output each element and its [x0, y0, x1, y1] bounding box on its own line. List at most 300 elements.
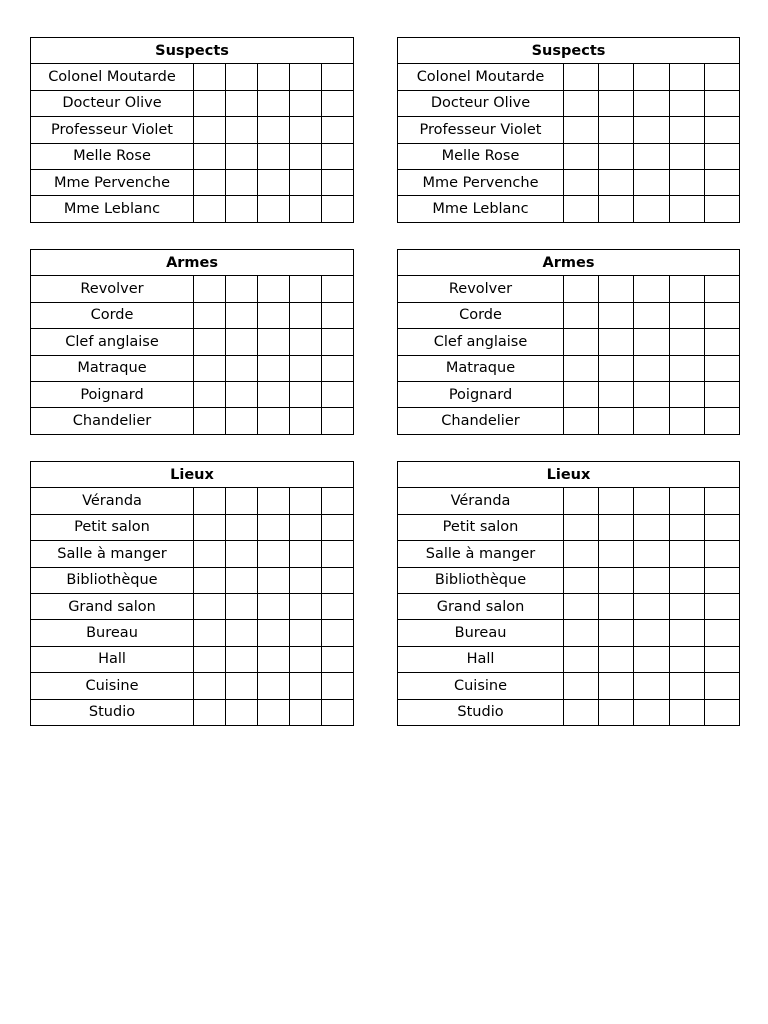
check-cell[interactable]	[704, 276, 739, 302]
check-cell[interactable]	[704, 117, 739, 143]
lieux-table-left	[30, 461, 354, 726]
check-cell[interactable]	[194, 673, 226, 699]
check-cell[interactable]	[634, 408, 669, 434]
lieux-row-label: Hall	[31, 646, 194, 672]
check-cell[interactable]	[634, 302, 669, 328]
check-cell[interactable]	[290, 593, 322, 619]
check-cell[interactable]	[564, 143, 599, 169]
armes-row-label: Corde	[31, 302, 194, 328]
check-cell[interactable]	[290, 699, 322, 725]
check-cell[interactable]	[322, 673, 354, 699]
check-cell[interactable]	[704, 646, 739, 672]
check-cell[interactable]	[704, 355, 739, 381]
check-cell[interactable]	[564, 329, 599, 355]
check-cell[interactable]	[599, 329, 634, 355]
check-cell[interactable]	[669, 196, 704, 222]
check-cell[interactable]	[194, 276, 226, 302]
check-cell[interactable]	[599, 593, 634, 619]
check-cell[interactable]	[704, 329, 739, 355]
check-cell[interactable]	[704, 143, 739, 169]
check-cell[interactable]	[322, 593, 354, 619]
suspects-row-label: Professeur Violet	[31, 117, 194, 143]
lieux-header: Lieux	[31, 462, 354, 488]
check-cell[interactable]	[599, 169, 634, 195]
check-cell[interactable]	[669, 408, 704, 434]
table-row	[31, 593, 354, 619]
check-cell[interactable]	[226, 699, 258, 725]
check-cell[interactable]	[258, 488, 290, 514]
check-cell[interactable]	[669, 117, 704, 143]
check-cell[interactable]	[634, 514, 669, 540]
check-cell[interactable]	[322, 169, 354, 195]
check-cell[interactable]	[290, 381, 322, 407]
lieux-row-label: Cuisine	[398, 673, 564, 699]
table-row	[31, 673, 354, 699]
check-cell[interactable]	[194, 541, 226, 567]
check-cell[interactable]	[704, 514, 739, 540]
check-cell[interactable]	[258, 673, 290, 699]
check-cell[interactable]	[564, 117, 599, 143]
check-cell[interactable]	[564, 699, 599, 725]
check-cell[interactable]	[322, 143, 354, 169]
check-cell[interactable]	[669, 514, 704, 540]
suspects-row-label: Professeur Violet	[398, 117, 564, 143]
suspects-row-label: Colonel Moutarde	[31, 64, 194, 90]
check-cell[interactable]	[258, 355, 290, 381]
lieux-row-label: Hall	[398, 646, 564, 672]
check-cell[interactable]	[258, 381, 290, 407]
check-cell[interactable]	[258, 620, 290, 646]
check-cell[interactable]	[258, 276, 290, 302]
check-cell[interactable]	[258, 64, 290, 90]
lieux-row-label: Petit salon	[31, 514, 194, 540]
check-cell[interactable]	[669, 673, 704, 699]
suspects-row-label: Docteur Olive	[398, 90, 564, 116]
table-row	[398, 488, 740, 514]
check-cell[interactable]	[564, 169, 599, 195]
check-cell[interactable]	[322, 488, 354, 514]
table-row	[398, 196, 740, 222]
check-cell[interactable]	[258, 90, 290, 116]
check-cell[interactable]	[704, 381, 739, 407]
check-cell[interactable]	[564, 541, 599, 567]
suspects-row-label: Mme Leblanc	[31, 196, 194, 222]
table-row	[398, 381, 740, 407]
check-cell[interactable]	[258, 593, 290, 619]
check-cell[interactable]	[599, 567, 634, 593]
check-cell[interactable]	[634, 329, 669, 355]
check-cell[interactable]	[194, 593, 226, 619]
check-cell[interactable]	[599, 620, 634, 646]
check-cell[interactable]	[669, 593, 704, 619]
check-cell[interactable]	[290, 143, 322, 169]
check-cell[interactable]	[258, 117, 290, 143]
check-cell[interactable]	[290, 90, 322, 116]
check-cell[interactable]	[599, 143, 634, 169]
check-cell[interactable]	[599, 276, 634, 302]
table-row	[31, 567, 354, 593]
check-cell[interactable]	[634, 90, 669, 116]
check-cell[interactable]	[704, 673, 739, 699]
armes-row-label: Revolver	[398, 276, 564, 302]
lieux-row-label: Petit salon	[398, 514, 564, 540]
check-cell[interactable]	[634, 699, 669, 725]
lieux-row-label: Cuisine	[31, 673, 194, 699]
check-cell[interactable]	[258, 408, 290, 434]
check-cell[interactable]	[704, 64, 739, 90]
suspects-row-label: Docteur Olive	[31, 90, 194, 116]
check-cell[interactable]	[322, 646, 354, 672]
check-cell[interactable]	[226, 620, 258, 646]
table-row	[398, 276, 740, 302]
check-cell[interactable]	[290, 567, 322, 593]
check-cell[interactable]	[634, 169, 669, 195]
check-cell[interactable]	[669, 302, 704, 328]
check-cell[interactable]	[599, 355, 634, 381]
check-cell[interactable]	[599, 488, 634, 514]
check-cell[interactable]	[322, 276, 354, 302]
check-cell[interactable]	[290, 541, 322, 567]
table-row	[31, 488, 354, 514]
check-cell[interactable]	[290, 646, 322, 672]
lieux-row-label: Bureau	[398, 620, 564, 646]
check-cell[interactable]	[564, 196, 599, 222]
check-cell[interactable]	[258, 196, 290, 222]
check-cell[interactable]	[258, 699, 290, 725]
check-cell[interactable]	[564, 673, 599, 699]
check-cell[interactable]	[258, 169, 290, 195]
check-cell[interactable]	[564, 90, 599, 116]
check-cell[interactable]	[599, 117, 634, 143]
check-cell[interactable]	[669, 381, 704, 407]
lieux-row-label: Salle à manger	[398, 541, 564, 567]
check-cell[interactable]	[599, 196, 634, 222]
check-cell[interactable]	[704, 593, 739, 619]
table-row	[31, 541, 354, 567]
check-cell[interactable]	[194, 514, 226, 540]
suspects-header: Suspects	[398, 38, 740, 64]
table-row	[31, 699, 354, 725]
check-cell[interactable]	[194, 302, 226, 328]
table-row	[31, 64, 354, 90]
check-cell[interactable]	[634, 488, 669, 514]
check-cell[interactable]	[599, 699, 634, 725]
check-cell[interactable]	[704, 699, 739, 725]
check-cell[interactable]	[194, 196, 226, 222]
check-cell[interactable]	[194, 408, 226, 434]
check-cell[interactable]	[704, 488, 739, 514]
lieux-row-label: Grand salon	[398, 593, 564, 619]
check-cell[interactable]	[564, 381, 599, 407]
check-cell[interactable]	[258, 302, 290, 328]
check-cell[interactable]	[634, 143, 669, 169]
armes-row-label: Corde	[398, 302, 564, 328]
check-cell[interactable]	[322, 699, 354, 725]
check-cell[interactable]	[290, 169, 322, 195]
lieux-row-label: Bureau	[31, 620, 194, 646]
check-cell[interactable]	[226, 143, 258, 169]
check-cell[interactable]	[258, 541, 290, 567]
check-cell[interactable]	[290, 355, 322, 381]
check-cell[interactable]	[634, 196, 669, 222]
check-cell[interactable]	[669, 488, 704, 514]
check-cell[interactable]	[669, 355, 704, 381]
check-cell[interactable]	[564, 488, 599, 514]
check-cell[interactable]	[704, 620, 739, 646]
table-row	[398, 514, 740, 540]
check-cell[interactable]	[564, 514, 599, 540]
suspects-row-label: Mme Pervenche	[31, 169, 194, 195]
table-row	[31, 276, 354, 302]
check-cell[interactable]	[290, 673, 322, 699]
table-row	[31, 169, 354, 195]
lieux-row-label: Studio	[398, 699, 564, 725]
check-cell[interactable]	[322, 302, 354, 328]
check-cell[interactable]	[226, 355, 258, 381]
table-row	[398, 408, 740, 434]
check-cell[interactable]	[704, 302, 739, 328]
table-row	[398, 143, 740, 169]
check-cell[interactable]	[322, 514, 354, 540]
table-row	[31, 143, 354, 169]
check-cell[interactable]	[226, 302, 258, 328]
check-cell[interactable]	[226, 276, 258, 302]
check-cell[interactable]	[564, 593, 599, 619]
check-cell[interactable]	[258, 514, 290, 540]
check-cell[interactable]	[704, 169, 739, 195]
check-cell[interactable]	[194, 646, 226, 672]
table-row	[398, 117, 740, 143]
check-cell[interactable]	[599, 381, 634, 407]
check-cell[interactable]	[704, 567, 739, 593]
check-cell[interactable]	[322, 355, 354, 381]
armes-row-label: Matraque	[398, 355, 564, 381]
table-row	[398, 64, 740, 90]
armes-row-label: Matraque	[31, 355, 194, 381]
check-cell[interactable]	[599, 514, 634, 540]
check-cell[interactable]	[669, 646, 704, 672]
check-cell[interactable]	[634, 673, 669, 699]
check-cell[interactable]	[599, 64, 634, 90]
check-cell[interactable]	[290, 276, 322, 302]
check-cell[interactable]	[226, 488, 258, 514]
check-cell[interactable]	[669, 90, 704, 116]
table-row	[31, 381, 354, 407]
table-row	[398, 302, 740, 328]
lieux-row-label: Bibliothèque	[31, 567, 194, 593]
check-cell[interactable]	[564, 302, 599, 328]
suspects-table-right	[397, 37, 740, 223]
check-cell[interactable]	[258, 567, 290, 593]
check-cell[interactable]	[634, 355, 669, 381]
armes-row-label: Clef anglaise	[398, 329, 564, 355]
check-cell[interactable]	[322, 408, 354, 434]
check-cell[interactable]	[669, 64, 704, 90]
check-cell[interactable]	[194, 620, 226, 646]
table-row	[31, 329, 354, 355]
table-row	[31, 117, 354, 143]
check-cell[interactable]	[322, 64, 354, 90]
check-cell[interactable]	[599, 408, 634, 434]
check-cell[interactable]	[669, 276, 704, 302]
check-cell[interactable]	[194, 117, 226, 143]
check-cell[interactable]	[564, 276, 599, 302]
table-row	[398, 169, 740, 195]
check-cell[interactable]	[322, 196, 354, 222]
check-cell[interactable]	[226, 381, 258, 407]
check-cell[interactable]	[226, 593, 258, 619]
suspects-row-label: Mme Leblanc	[398, 196, 564, 222]
check-cell[interactable]	[564, 355, 599, 381]
check-cell[interactable]	[322, 541, 354, 567]
table-row	[398, 329, 740, 355]
lieux-table-right	[397, 461, 740, 726]
table-row	[398, 620, 740, 646]
suspects-row-label: Colonel Moutarde	[398, 64, 564, 90]
table-row	[398, 646, 740, 672]
check-cell[interactable]	[704, 541, 739, 567]
check-cell[interactable]	[564, 64, 599, 90]
check-cell[interactable]	[599, 673, 634, 699]
check-cell[interactable]	[669, 541, 704, 567]
lieux-row-label: Studio	[31, 699, 194, 725]
check-cell[interactable]	[194, 143, 226, 169]
check-cell[interactable]	[669, 143, 704, 169]
check-cell[interactable]	[599, 541, 634, 567]
armes-row-label: Revolver	[31, 276, 194, 302]
table-row	[398, 593, 740, 619]
check-cell[interactable]	[322, 329, 354, 355]
check-cell[interactable]	[290, 329, 322, 355]
check-cell[interactable]	[322, 620, 354, 646]
check-cell[interactable]	[226, 64, 258, 90]
check-cell[interactable]	[634, 567, 669, 593]
suspects-row-label: Melle Rose	[31, 143, 194, 169]
check-cell[interactable]	[226, 514, 258, 540]
check-cell[interactable]	[194, 488, 226, 514]
check-cell[interactable]	[564, 620, 599, 646]
check-cell[interactable]	[290, 196, 322, 222]
check-cell[interactable]	[226, 673, 258, 699]
check-cell[interactable]	[290, 488, 322, 514]
check-cell[interactable]	[226, 567, 258, 593]
check-cell[interactable]	[194, 381, 226, 407]
suspects-row-label: Melle Rose	[398, 143, 564, 169]
armes-header: Armes	[398, 250, 740, 276]
check-cell[interactable]	[634, 620, 669, 646]
lieux-row-label: Bibliothèque	[398, 567, 564, 593]
suspects-row-label: Mme Pervenche	[398, 169, 564, 195]
check-cell[interactable]	[599, 646, 634, 672]
table-row	[31, 90, 354, 116]
check-cell[interactable]	[634, 381, 669, 407]
table-row	[398, 355, 740, 381]
check-cell[interactable]	[599, 90, 634, 116]
check-cell[interactable]	[226, 329, 258, 355]
check-cell[interactable]	[322, 381, 354, 407]
check-cell[interactable]	[322, 90, 354, 116]
check-cell[interactable]	[634, 64, 669, 90]
armes-header: Armes	[31, 250, 354, 276]
check-cell[interactable]	[634, 541, 669, 567]
check-cell[interactable]	[704, 90, 739, 116]
lieux-row-label: Véranda	[31, 488, 194, 514]
check-cell[interactable]	[194, 169, 226, 195]
check-cell[interactable]	[634, 276, 669, 302]
check-cell[interactable]	[226, 196, 258, 222]
check-cell[interactable]	[226, 646, 258, 672]
armes-row-label: Chandelier	[398, 408, 564, 434]
check-cell[interactable]	[258, 646, 290, 672]
table-row	[31, 514, 354, 540]
check-cell[interactable]	[669, 567, 704, 593]
table-row	[31, 302, 354, 328]
check-cell[interactable]	[258, 143, 290, 169]
check-cell[interactable]	[669, 169, 704, 195]
check-cell[interactable]	[634, 117, 669, 143]
lieux-header: Lieux	[398, 462, 740, 488]
check-cell[interactable]	[226, 90, 258, 116]
lieux-row-label: Salle à manger	[31, 541, 194, 567]
armes-row-label: Clef anglaise	[31, 329, 194, 355]
check-cell[interactable]	[704, 196, 739, 222]
table-row	[398, 567, 740, 593]
armes-table-left	[30, 249, 354, 435]
check-cell[interactable]	[322, 117, 354, 143]
check-cell[interactable]	[226, 169, 258, 195]
table-row	[398, 699, 740, 725]
check-cell[interactable]	[669, 329, 704, 355]
check-cell[interactable]	[599, 302, 634, 328]
check-cell[interactable]	[564, 567, 599, 593]
lieux-row-label: Véranda	[398, 488, 564, 514]
check-cell[interactable]	[290, 64, 322, 90]
check-cell[interactable]	[290, 620, 322, 646]
check-cell[interactable]	[669, 699, 704, 725]
check-cell[interactable]	[322, 567, 354, 593]
table-row	[31, 355, 354, 381]
lieux-row-label: Grand salon	[31, 593, 194, 619]
check-cell[interactable]	[194, 90, 226, 116]
table-row	[31, 646, 354, 672]
check-cell[interactable]	[669, 620, 704, 646]
check-cell[interactable]	[194, 355, 226, 381]
check-cell[interactable]	[194, 329, 226, 355]
table-row	[398, 673, 740, 699]
check-cell[interactable]	[226, 408, 258, 434]
check-cell[interactable]	[194, 64, 226, 90]
check-cell[interactable]	[634, 593, 669, 619]
check-cell[interactable]	[290, 117, 322, 143]
check-cell[interactable]	[564, 408, 599, 434]
check-cell[interactable]	[194, 699, 226, 725]
check-cell[interactable]	[290, 302, 322, 328]
check-cell[interactable]	[290, 408, 322, 434]
armes-row-label: Poignard	[31, 381, 194, 407]
armes-table-right	[397, 249, 740, 435]
table-row	[398, 541, 740, 567]
check-cell[interactable]	[194, 567, 226, 593]
check-cell[interactable]	[226, 541, 258, 567]
check-cell[interactable]	[564, 646, 599, 672]
check-cell[interactable]	[290, 514, 322, 540]
check-cell[interactable]	[704, 408, 739, 434]
check-cell[interactable]	[258, 329, 290, 355]
check-cell[interactable]	[226, 117, 258, 143]
table-row	[31, 196, 354, 222]
check-cell[interactable]	[634, 646, 669, 672]
suspects-header: Suspects	[31, 38, 354, 64]
